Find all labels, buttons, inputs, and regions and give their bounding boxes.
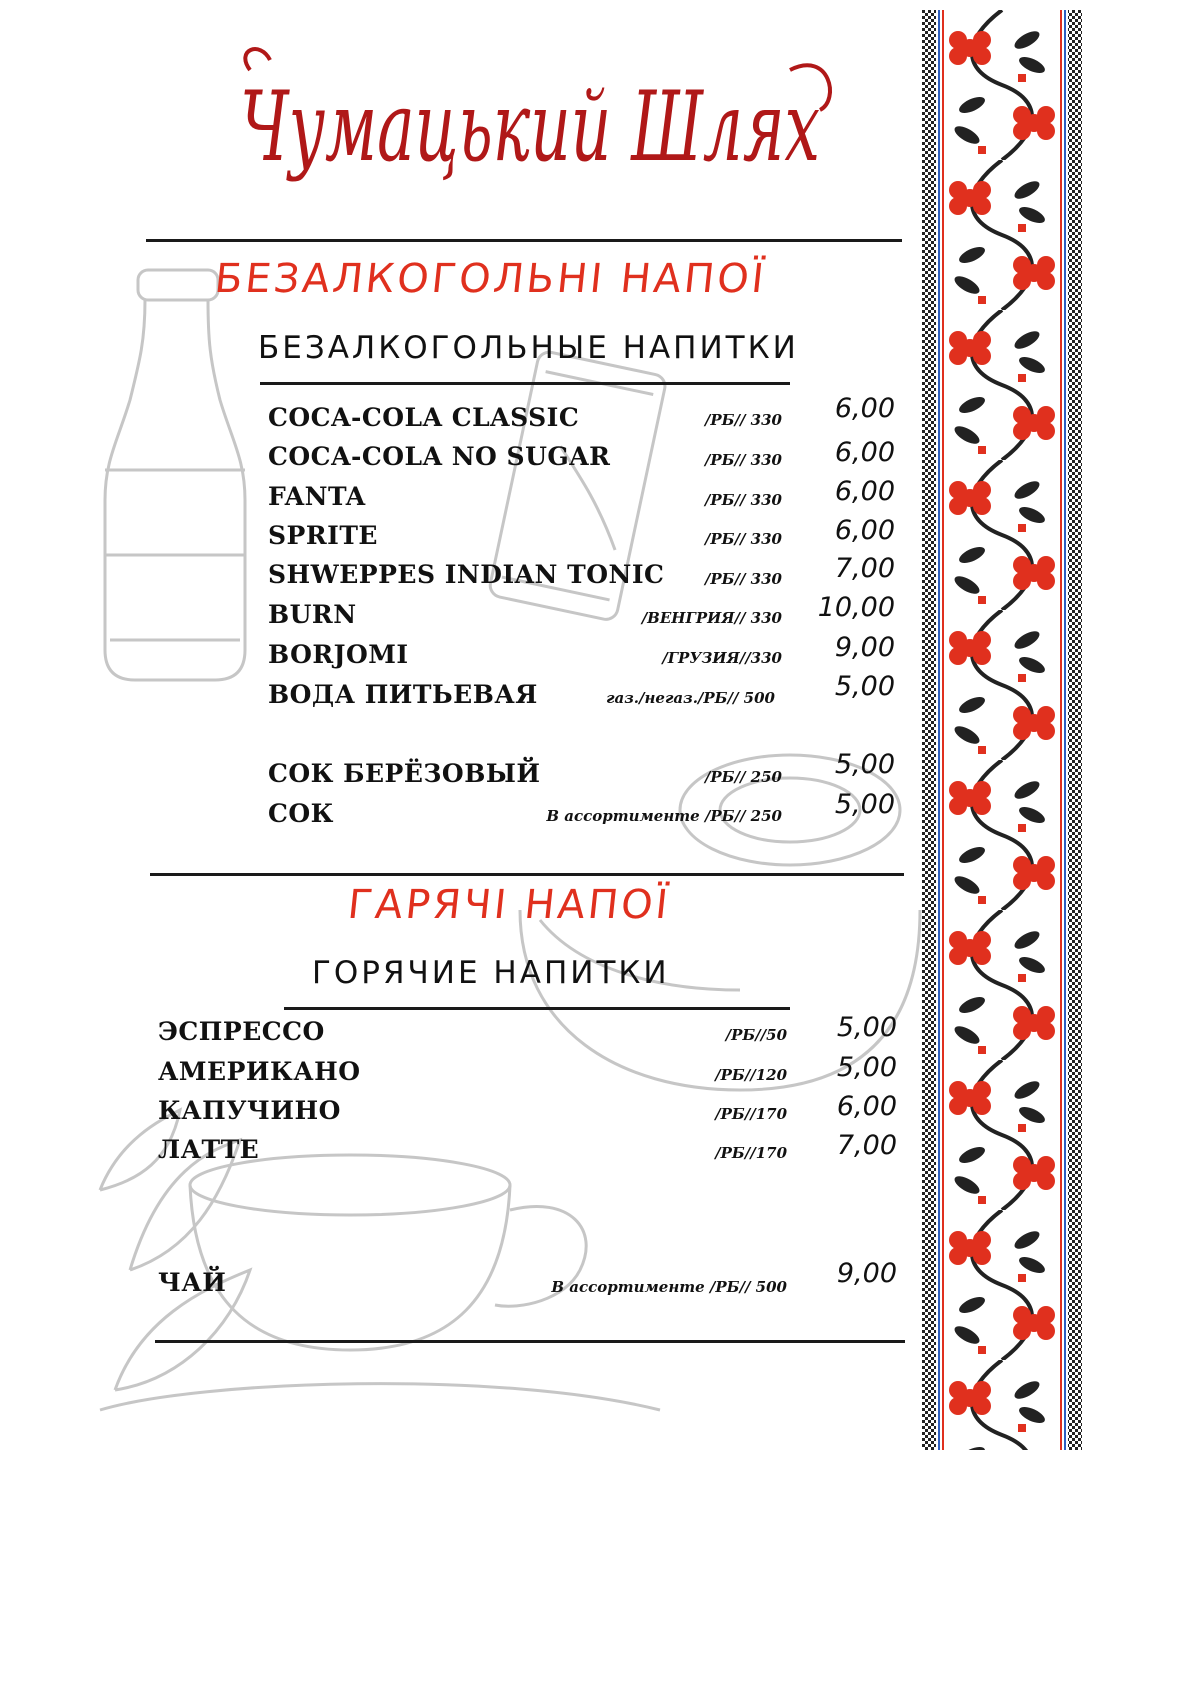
item-price: 6,00	[834, 476, 895, 507]
item-name: SHWEPPES INDIAN TONIC	[268, 560, 665, 589]
item-volume: /РБ// 330	[704, 411, 782, 429]
item-volume: В ассортименте /РБ// 500	[551, 1278, 787, 1296]
item-name: ЛАТТЕ	[158, 1135, 260, 1164]
item-price: 5,00	[834, 789, 895, 820]
hot-drinks-title-ua: ГАРЯЧІ НАПОЇ	[345, 882, 673, 928]
restaurant-logo	[230, 30, 850, 210]
item-name: BURN	[268, 600, 357, 629]
embroidery-border	[922, 10, 1082, 1450]
item-volume: /РБ// 250	[704, 768, 782, 786]
section-subdivider	[284, 1007, 790, 1010]
bottle-illustration	[105, 270, 245, 680]
item-name: ВОДА ПИТЬЕВАЯ	[268, 680, 538, 709]
item-name: ЧАЙ	[158, 1268, 227, 1297]
item-name: SPRITE	[268, 521, 378, 550]
item-volume: /РБ// 330	[704, 451, 782, 469]
item-name: СОК БЕРЁЗОВЫЙ	[268, 759, 541, 788]
item-volume: /ГРУЗИЯ//330	[662, 649, 782, 667]
item-volume: /ВЕНГРИЯ// 330	[641, 609, 782, 627]
item-volume: /РБ//50	[725, 1026, 787, 1044]
item-price: 5,00	[834, 671, 895, 702]
hot-drinks-title-ru: ГОРЯЧИЕ НАПИТКИ	[312, 955, 670, 991]
item-price: 6,00	[834, 515, 895, 546]
item-name: COCA-COLA NO SUGAR	[268, 442, 611, 471]
item-price: 5,00	[836, 1052, 897, 1083]
item-volume: /РБ// 330	[704, 491, 782, 509]
item-volume: /РБ//120	[715, 1066, 787, 1084]
item-name: COCA-COLA CLASSIC	[268, 403, 580, 432]
logo-text: Чумацький Шлях	[240, 71, 820, 183]
item-name: BORJOMI	[268, 640, 409, 669]
item-price: 9,00	[836, 1258, 897, 1289]
item-volume: газ./негаз./РБ// 500	[606, 689, 775, 707]
item-name: КАПУЧИНО	[158, 1096, 341, 1125]
item-name: АМЕРИКАНО	[158, 1057, 361, 1086]
item-volume: /РБ//170	[715, 1105, 787, 1123]
section-divider	[155, 1340, 905, 1343]
item-volume: /РБ//170	[715, 1144, 787, 1162]
soft-drinks-title-ua: БЕЗАЛКОГОЛЬНІ НАПОЇ	[212, 256, 769, 302]
item-price: 6,00	[836, 1091, 897, 1122]
item-price: 5,00	[836, 1012, 897, 1043]
item-price: 7,00	[836, 1130, 897, 1161]
item-volume: /РБ// 330	[704, 530, 782, 548]
item-name: ЭСПРЕССО	[158, 1017, 325, 1046]
item-price: 7,00	[834, 553, 895, 584]
item-price: 10,00	[817, 592, 895, 623]
item-volume: /РБ// 330	[704, 570, 782, 588]
soft-drinks-title-ru: БЕЗАЛКОГОЛЬНЫЕ НАПИТКИ	[258, 330, 799, 366]
item-price: 6,00	[834, 393, 895, 424]
item-price: 9,00	[834, 632, 895, 663]
section-divider	[146, 239, 902, 242]
item-price: 5,00	[834, 749, 895, 780]
item-price: 6,00	[834, 437, 895, 468]
item-volume: В ассортименте /РБ// 250	[546, 807, 782, 825]
section-subdivider	[260, 382, 790, 385]
section-divider	[150, 873, 904, 876]
item-name: FANTA	[268, 482, 366, 511]
item-name: СОК	[268, 799, 334, 828]
